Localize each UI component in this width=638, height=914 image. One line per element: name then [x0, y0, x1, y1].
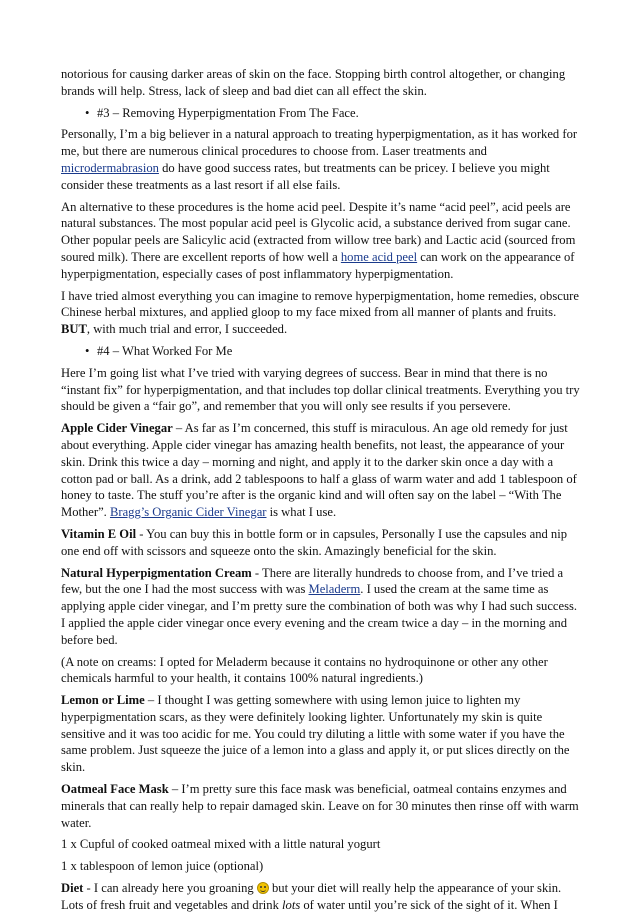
- ingredient-oatmeal: 1 x Cupful of cooked oatmeal mixed with a little natural yogurt: [61, 837, 381, 852]
- remedy-title: Lemon or Lime: [61, 693, 145, 708]
- remedy-title: Oatmeal Face Mask: [61, 782, 169, 797]
- paragraph-acid-peel: [61, 199, 582, 283]
- paragraph-oatmeal: [61, 781, 582, 831]
- paragraph-cream-note: (A note on creams: I opted for Meladerm because it contains no hydroquinone or other any other chemicals harmful to your health, it contains 100% natural ingredients.): [61, 654, 548, 686]
- ingredient-lemon: 1 x tablespoon of lemon juice (optional): [61, 859, 264, 874]
- remedy-title: Natural Hyperpigmentation Cream: [61, 565, 252, 580]
- meladerm-link[interactable]: Meladerm: [308, 582, 361, 597]
- text-run: Personally, I’m a big believer in a natural approach to treating hyperpigmentation, as it has worked for me, but there are numerous clinical procedures to choose from. Laser treatments and: [61, 127, 578, 159]
- text-run: of water until you’re sick of the sight of it. When I: [300, 897, 558, 912]
- text-run: but your diet will really help the appearance of your skin. Lots of fresh fruit and vegetables and drink: [61, 881, 562, 912]
- step-heading: – Removing Hyperpigmentation From The Face.: [109, 105, 359, 120]
- microdermabrasion-link[interactable]: microdermabrasion: [61, 160, 159, 175]
- text-run: An alternative to these procedures is the home acid peel. Despite it’s name “acid peel”, acid peels are natural substances. The most popular acid peel is Glycolic acid, a substance derived from sugar cane. Other popular peels are Salicylic acid (extracted from willow tree bark) and Lactic acid (sourced from soured milk). There are excellent reports of how well a: [61, 199, 576, 264]
- step-number: #4: [97, 343, 110, 358]
- bullet-marker: •: [85, 105, 90, 120]
- text-run: is what I use.: [266, 505, 337, 520]
- paragraph-tried-everything: [61, 288, 582, 338]
- paragraph-vitamin-e: [61, 526, 582, 560]
- braggs-vinegar-link[interactable]: Bragg’s Organic Cider Vinegar: [109, 505, 267, 520]
- paragraph-birth-control: notorious for causing darker areas of skin on the face. Stopping birth control altogether, or changing brands will help. Stress, lack of sleep and bad diet can all effect the skin.: [61, 67, 566, 98]
- paragraph-apple-cider-vinegar: [61, 420, 582, 521]
- text-run: - I can already here you groaning: [83, 881, 257, 896]
- remedy-title: Apple Cider Vinegar: [61, 421, 173, 436]
- paragraph-list-intro: Here I’m going list what I’ve tried with varying degrees of success. Bear in mind that there is no “instant fix” for hyperpigmentation, and that includes top dollar clinical treatments. Everything you try should be given a “fair go”, and remember that you will only see results if you persevere.: [61, 365, 580, 414]
- paragraph-natural-approach: [61, 126, 582, 193]
- text-run: – I thought I was getting somewhere with using lemon juice to lighten my hyperpigmentation scars, as they were definitely looking lighter. Unfortunately my skin is quite sensitive and it was too acidic for me. You could try diluting a little with some water if you have the same problem. Just squeeze the juice of a lemon into a glass and apply it, or put slices directly on the skin.: [61, 693, 570, 775]
- text-run: , with much trial and error, I succeeded.: [86, 322, 288, 337]
- list-item-step-4: [61, 343, 582, 360]
- italic-lots: lots: [282, 897, 301, 912]
- text-run: . I used the cream at the same time as applying apple cider vinegar, and I’m pretty sure the combination of both was why I had such success. I applied the apple cider vinegar once every evening and the cream twice a day – in the morning and before bed.: [61, 582, 578, 647]
- remedy-title: Vitamin E Oil: [61, 526, 137, 541]
- bold-but: BUT: [61, 322, 87, 337]
- text-run: do have good success rates, but treatments can be pricey. I believe you might consider these treatments as a last resort if all else fails.: [61, 160, 550, 192]
- smiley-face-icon: [257, 882, 269, 894]
- text-run: - There are literally hundreds to choose from, and I’ve tried a few, but the one I had the most success with was: [61, 565, 564, 597]
- home-acid-peel-link[interactable]: home acid peel: [340, 249, 418, 264]
- text-run: can work on the appearance of hyperpigmentation, especially cases of post inflammatory hyperpigmentation.: [61, 249, 575, 281]
- list-item-step-3: [61, 105, 582, 122]
- step-heading: – What Worked For Me: [109, 343, 233, 358]
- paragraph-lemon: [61, 692, 582, 776]
- paragraph-diet: [61, 880, 582, 914]
- text-run: - You can buy this in bottle form or in capsules, Personally I use the capsules and nip one end off with scissors and squeeze onto the skin. Amazingly beneficial for the skin.: [61, 526, 568, 558]
- paragraph-cream: [61, 565, 582, 649]
- text-run: I have tried almost everything you can imagine to remove hyperpigmentation, home remedies, obscure Chinese herbal mixtures, and applied gloop to my face mixed from all manner of plants and fruits.: [61, 288, 579, 320]
- bullet-marker: •: [85, 343, 90, 358]
- text-run: – I’m pretty sure this face mask was beneficial, oatmeal contains enzymes and minerals that can really help to repair damaged skin. Leave on for 30 minutes then rinse off with warm water.: [61, 782, 579, 830]
- text-run: – As far as I’m concerned, this stuff is miraculous. An age old remedy for just about everything. Apple cider vinegar has amazing health benefits, not least, the appearance of your skin. Drink this twice a day – morning and night, and apply it to the darker skin once a day with a cotton pad or ball. As a drink, add 2 tablespoons to half a glass of warm water and add 1 tablespoon of honey to taste. The stuff you’re after is the organic kind and will often say on the label – “With The Mother”.: [61, 421, 577, 520]
- remedy-title: Diet: [61, 881, 84, 896]
- step-number: #3: [97, 105, 110, 120]
